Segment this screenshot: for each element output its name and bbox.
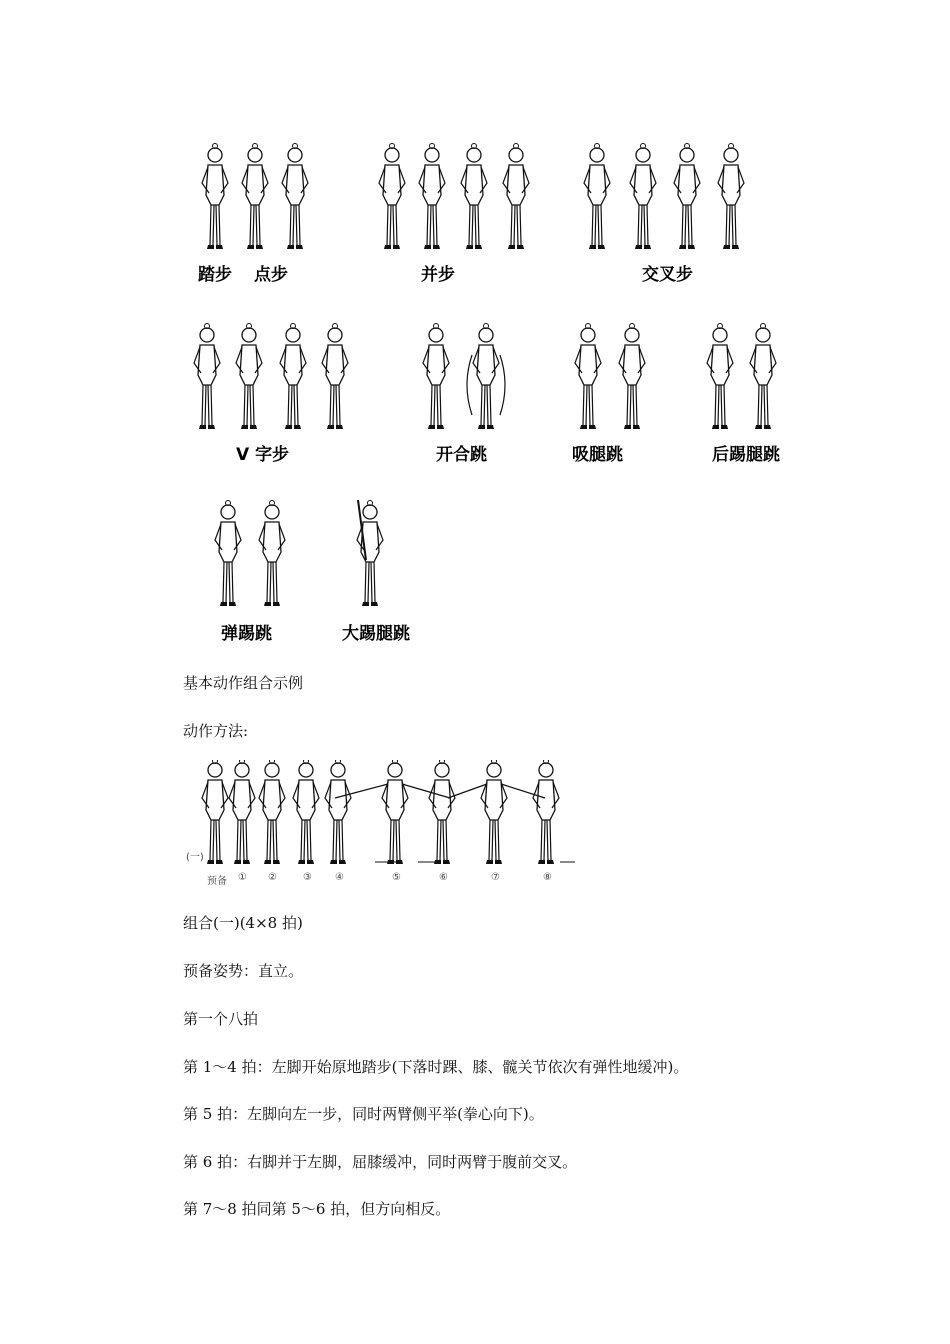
caption-tapping-step: 踏步 [198,265,232,285]
step-illustration-group-1 [190,140,320,250]
beat-6: 第 6 拍：右脚并于左脚，屈膝缓冲，同时两臂于腹前交叉。 [183,1153,578,1171]
step-illustration-group-4 [185,320,360,430]
caption-knee-lift-jump: 吸腿跳 [572,445,623,465]
together-step-figures [370,140,540,250]
beat-label: ① [238,872,247,883]
caption-v-step: V 字步 [236,445,290,465]
knee-lift-jump-figures [560,320,660,430]
flick-kick-jump-figures [200,500,300,610]
beat-label: ⑧ [543,872,552,883]
caption-back-kick-jump: 后踢腿跳 [712,445,780,465]
section-heading: 基本动作组合示例 [183,674,304,692]
step-illustration-group-6 [560,320,660,430]
beats-7-8: 第 7～8 拍同第 5～6 拍，但方向相反。 [183,1200,451,1218]
caption-pointing-step: 点步 [254,265,288,285]
first-eight-count-heading: 第一个八拍 [183,1010,259,1028]
combination-title: 组合(一)(4×8 拍) [183,914,303,932]
beat-5: 第 5 拍：左脚向左一步，同时两臂侧平举(拳心向下)。 [183,1105,544,1123]
method-label: 动作方法: [183,722,249,740]
caption-flick-kick-jump: 弹踢跳 [221,624,272,644]
step-illustration-group-5 [400,320,520,430]
beat-label: ⑥ [439,872,448,883]
group-mark: (一) [186,852,204,863]
step-illustration-group-3 [575,140,755,250]
caption-jumping-jack: 开合跳 [436,445,487,465]
combination-figure [180,760,580,885]
jumping-jack-figures [400,320,520,430]
beats-1-4: 第 1～4 拍：左脚开始原地踏步(下落时踝、膝、髋关节依次有弹性地缓冲)。 [183,1058,689,1076]
cross-step-figures [575,140,755,250]
tapping-pointing-step-figures [190,140,320,250]
beat-label: ⑦ [491,872,500,883]
caption-high-kick-jump: 大踢腿跳 [342,624,410,644]
step-illustration-group-2 [370,140,540,250]
beat-label: 预备 [207,876,227,887]
beat-label: ② [268,872,277,883]
caption-cross-step: 交叉步 [642,265,693,285]
beat-label: ③ [303,872,312,883]
caption-together-step: 并步 [421,265,455,285]
high-kick-jump-figure [340,500,400,610]
beat-label: ⑤ [392,872,401,883]
ready-posture: 预备姿势：直立。 [183,962,304,980]
step-illustration-group-8 [200,500,300,610]
combination-one-sequence [180,760,580,885]
back-kick-jump-figures [695,320,795,430]
v-step-figures [185,320,360,430]
step-illustration-group-9 [340,500,400,610]
step-illustration-group-7 [695,320,795,430]
beat-label: ④ [335,872,344,883]
